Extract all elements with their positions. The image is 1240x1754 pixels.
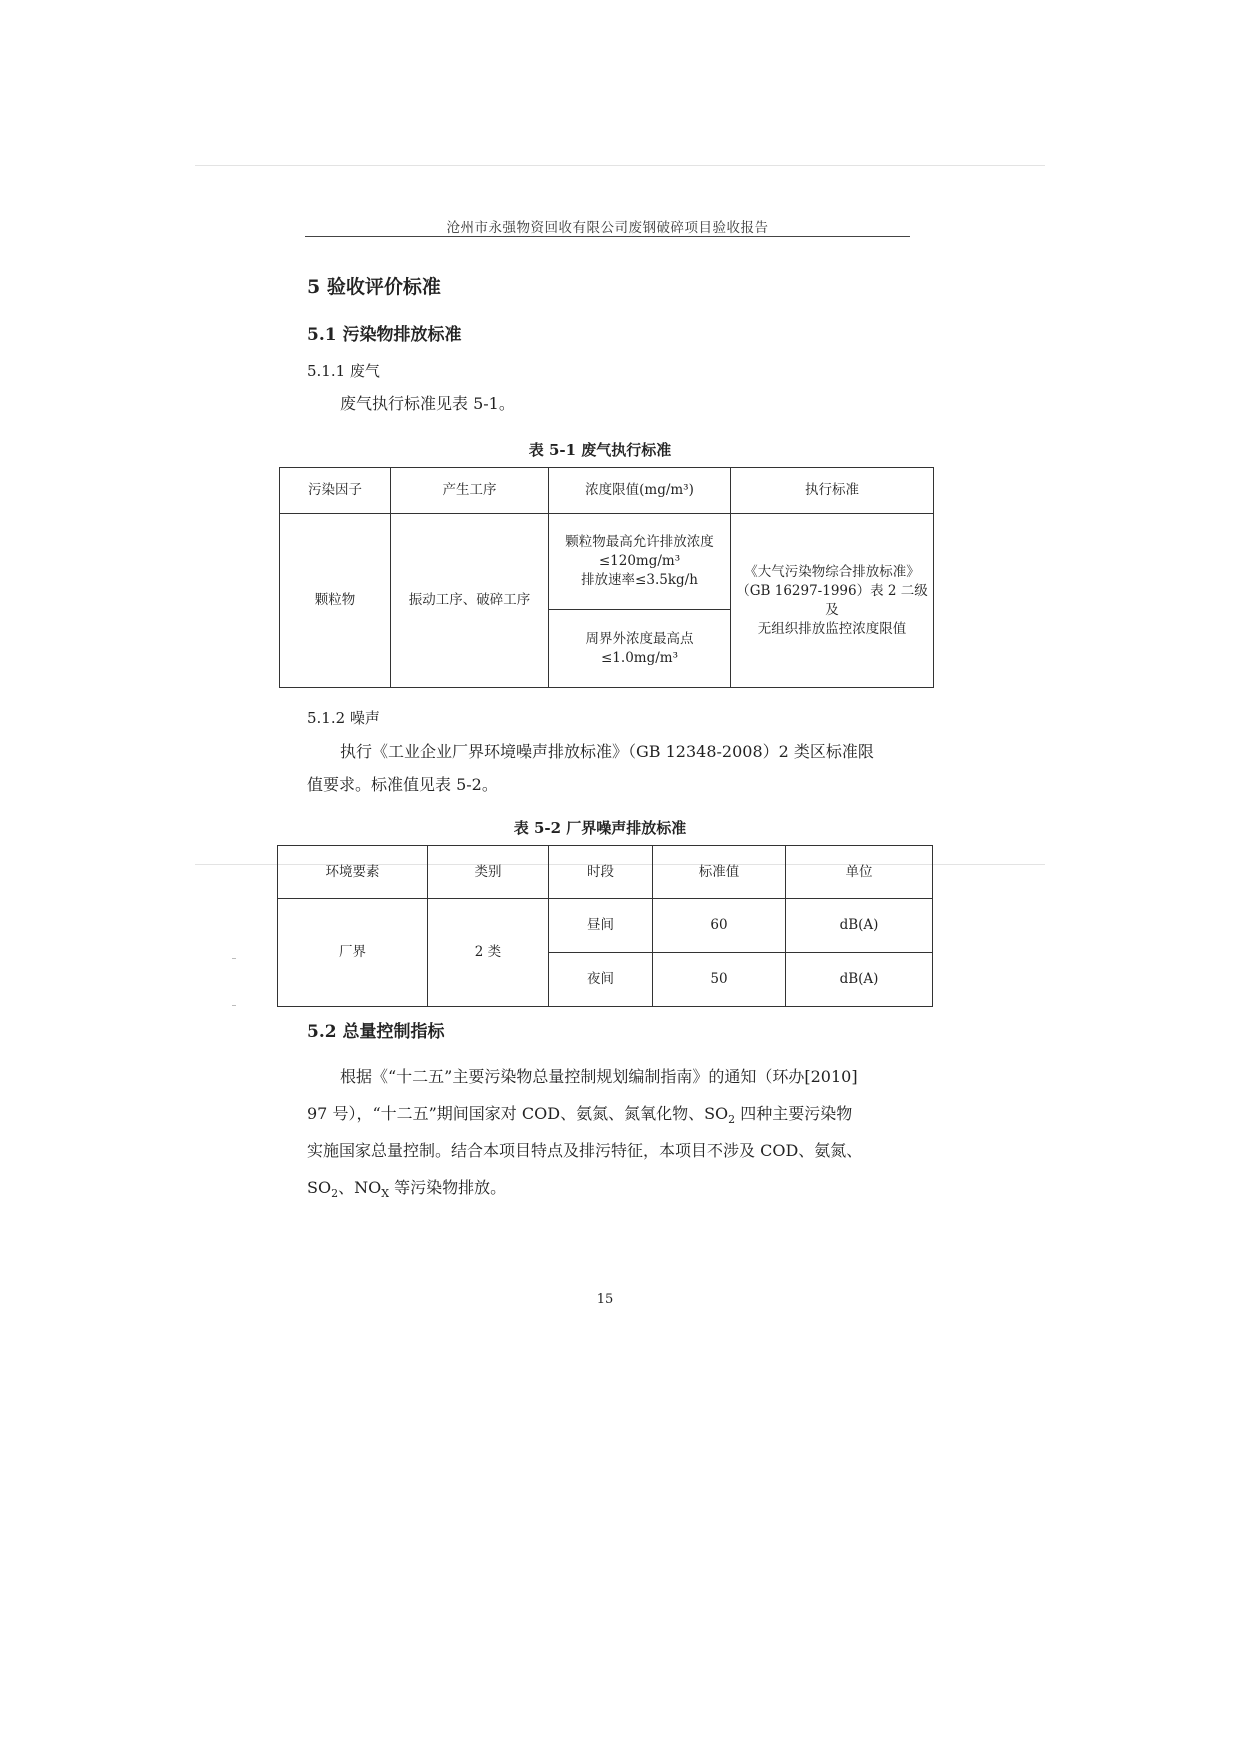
paragraph-waste-gas: 废气执行标准见表 5-1。 <box>340 394 515 413</box>
standard-line1: 《大气污染物综合排放标准》 <box>744 563 920 580</box>
table2-unit-night: dB(A) <box>786 953 933 1007</box>
table2-header-period: 时段 <box>549 846 653 899</box>
p3-line2-text-a: 97 号），“十二五”期间国家对 COD、氨氮、氮氧化物、SO <box>307 1104 729 1123</box>
table-5-1-caption: 表 5-1 废气执行标准 <box>528 441 672 459</box>
paragraph-total-control-line3: 实施国家总量控制。结合本项目特点及排污特征，本项目不涉及 COD、氨氮、 <box>307 1141 863 1160</box>
table2-value-night: 50 <box>653 953 786 1007</box>
limit1-line2: ≤120mg/m³ <box>598 553 681 569</box>
p3-line4-text-c: 等污染物排放。 <box>389 1178 507 1197</box>
table2-header-value: 标准值 <box>653 846 786 899</box>
table-5-2 <box>277 845 933 1007</box>
table1-standard-cell <box>731 514 934 688</box>
limit1-line3: 排放速率≤3.5kg/h <box>581 572 698 588</box>
table-5-2-caption: 表 5-2 厂界噪声排放标准 <box>513 819 687 837</box>
paragraph-total-control-line4 <box>307 1171 506 1210</box>
table1-header-limit: 浓度限值(mg/m³) <box>549 468 731 514</box>
so2-subscript: 2 <box>728 1113 736 1127</box>
standard-line2: （GB 16297-1996）表 2 二级及 <box>736 582 928 618</box>
subsection-heading-5-2: 5.2 总量控制指标 <box>307 1022 445 1042</box>
subsubsection-heading-5-1-2: 5.1.2 噪声 <box>307 709 380 727</box>
scan-speck <box>232 1005 236 1006</box>
scan-line-top <box>195 165 1045 166</box>
table1-header-process: 产生工序 <box>391 468 549 514</box>
table1-header-standard: 执行标准 <box>731 468 934 514</box>
p3-line4-text-a: SO <box>307 1178 332 1197</box>
table2-element-cell: 厂界 <box>278 899 428 1007</box>
table2-category-cell: 2 类 <box>428 899 549 1007</box>
running-header: 沧州市永强物资回收有限公司废钢破碎项目验收报告 <box>446 220 769 236</box>
so2-subscript: 2 <box>331 1187 339 1201</box>
table2-header-category: 类别 <box>428 846 549 899</box>
paragraph-noise-line1: 执行《工业企业厂界环境噪声排放标准》（GB 12348-2008）2 类区标准限 <box>340 742 874 761</box>
table2-header-element: 环境要素 <box>278 846 428 899</box>
scan-speck <box>232 958 236 959</box>
table1-header-pollutant: 污染因子 <box>280 468 391 514</box>
table2-period-night: 夜间 <box>549 953 653 1007</box>
standard-line3: 无组织排放监控浓度限值 <box>757 620 907 637</box>
table2-value-day: 60 <box>653 899 786 953</box>
subsubsection-heading-5-1-1: 5.1.1 废气 <box>307 362 380 380</box>
paragraph-total-control-line2 <box>307 1097 852 1136</box>
limit1-line1: 颗粒物最高允许排放浓度 <box>565 534 714 550</box>
table1-limit-fugitive <box>549 610 731 688</box>
table-5-1 <box>279 467 934 688</box>
table1-pollutant-cell: 颗粒物 <box>280 514 391 688</box>
table1-process-cell: 振动工序、破碎工序 <box>391 514 549 688</box>
table2-unit-day: dB(A) <box>786 899 933 953</box>
limit2-line2: ≤1.0mg/m³ <box>601 649 678 666</box>
table2-period-day: 昼间 <box>549 899 653 953</box>
p3-line2-text-b: 四种主要污染物 <box>735 1104 853 1123</box>
subsection-heading-5-1: 5.1 污染物排放标准 <box>307 325 462 345</box>
paragraph-total-control-line1: 根据《“十二五”主要污染物总量控制规划编制指南》的通知（环办[2010] <box>340 1067 858 1086</box>
page-number: 15 <box>596 1292 614 1307</box>
section-heading: 5 验收评价标准 <box>307 276 441 298</box>
paragraph-noise-line2: 值要求。标准值见表 5-2。 <box>307 775 498 794</box>
p3-line4-text-b: 、NO <box>338 1178 382 1197</box>
header-rule <box>305 236 910 237</box>
limit2-line1: 周界外浓度最高点 <box>585 630 694 647</box>
nox-subscript: X <box>381 1187 390 1201</box>
table2-header-unit: 单位 <box>786 846 933 899</box>
table1-limit-organized <box>549 514 731 610</box>
